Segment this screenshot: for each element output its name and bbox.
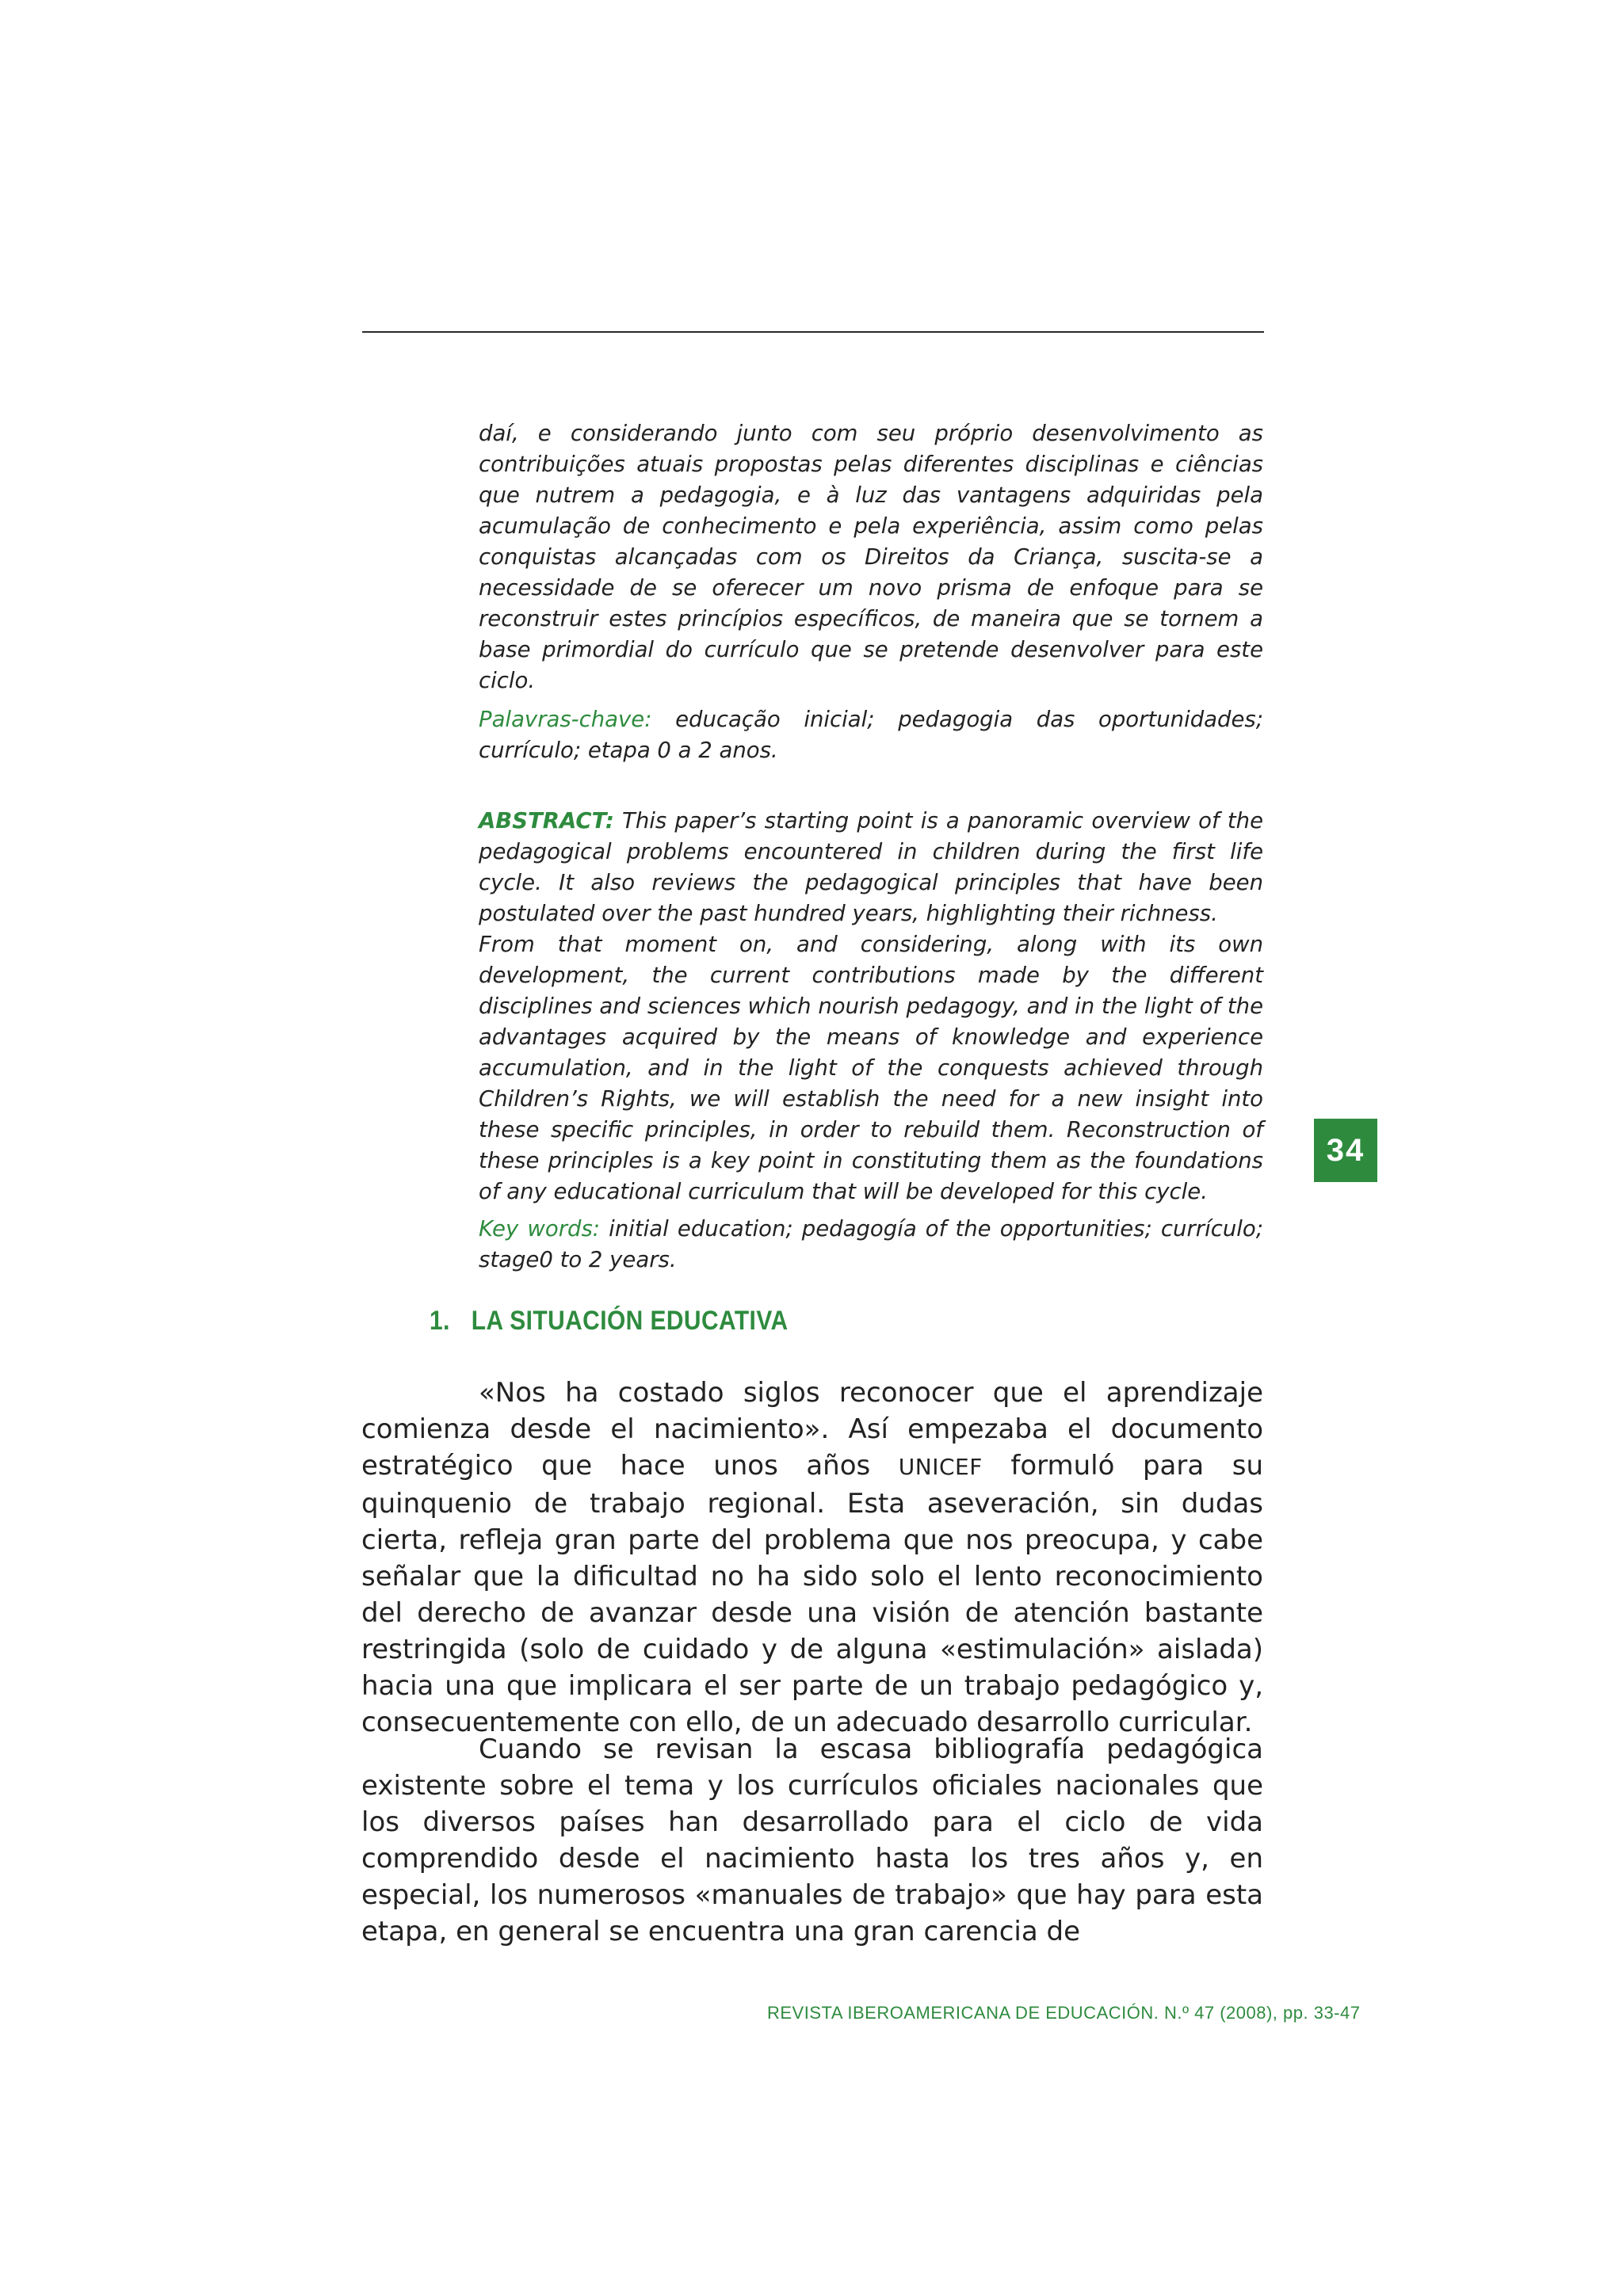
section-heading	[430, 1306, 789, 1337]
keywords-english	[479, 1214, 1263, 1276]
keywords-portuguese-values: educação inicial; pedagogia das oportunidades; currículo; etapa 0 a 2 anos.	[479, 707, 1263, 763]
abstract-english-para1-text: This paper’s starting point is a panoramic overview of the pedagogical problems encountered in children during the first life cycle. It also reviews the pedagogical principles that have been postulated over the past hundred years, highlighting their richness.	[479, 808, 1263, 926]
keywords-portuguese	[479, 704, 1263, 766]
abstract-portuguese-text: daí, e considerando junto com seu próprio desenvolvimento as contribuições atuais propostas pelas diferentes disciplinas e ciências que nutrem a pedagogia, e à luz das vantagens adquiridas pela acumulação de conhecimento e pela experiência, assim como pelas conquistas alcançadas com os Direitos da Criança, suscita-se a necessidade de se oferecer um novo prisma de enfoque para se reconstruir estes princípios específicos, de maneira que se tornem a base primordial do currículo que se pretende desenvolver para este ciclo.	[479, 421, 1263, 693]
body-paragraph-1-org: UNICEF	[898, 1454, 983, 1480]
section-number: 1.	[430, 1306, 450, 1336]
body-paragraph-2	[361, 1731, 1263, 1950]
abstract-english-label: ABSTRACT:	[479, 808, 614, 833]
keywords-portuguese-label: Palavras-chave:	[479, 707, 652, 732]
page-number-badge: 34	[1314, 1119, 1377, 1182]
abstract-english-para2: From that moment on, and considering, along with its own development, the current contributions made by the different disciplines and sciences which nourish pedagogy, and in the light of the advantages acquired by the means of knowledge and experience accumulation, and in the light of the conquests achieved through Children’s Rights, we will establish the need for a new insight into these specific principles, in order to rebuild them. Reconstruction of these principles is a key point in constituting them as the foundations of any educational curriculum that will be developed for this cycle.	[479, 932, 1263, 1204]
abstract-block	[479, 418, 1263, 1276]
keywords-english-values: initial education; pedagogía of the opportunities; currículo; stage0 to 2 years.	[479, 1216, 1263, 1272]
keywords-english-label: Key words:	[479, 1216, 601, 1241]
section-title: LA SITUACIÓN EDUCATIVA	[471, 1306, 789, 1336]
journal-footer: REVISTA IBEROAMERICANA DE EDUCACIÓN. N.º 47 (2008), pp. 33-47	[767, 2003, 1361, 2023]
body-paragraph-1-start: «Nos ha costado siglos reconocer que el aprendizaje comienza desde el nacimiento». Así empezaba el documento estratégico que hace unos años	[361, 1377, 1263, 1482]
header-rule	[362, 331, 1264, 333]
body-paragraph-2-text: Cuando se revisan la escasa bibliografía pedagógica existente sobre el tema y los currículos oficiales nacionales que los diversos países han desarrollado para el ciclo de vida comprendido desde el nacimiento hasta los tres años y, en especial, los numerosos «manuales de trabajo» que hay para esta etapa, en general se encuentra una gran carencia de	[361, 1733, 1263, 1947]
body-paragraph-1	[361, 1375, 1263, 1741]
body-paragraph-1-end: formuló para su quinquenio de trabajo regional. Esta aseveración, sin dudas cierta, refleja gran parte del problema que nos preocupa, y cabe señalar que la dificultad no ha sido solo el lento reconocimiento del derecho de avanzar desde una visión de atención bastante restringida (solo de cuidado y de alguna «estimulación» aislada) hacia una que implicara el ser parte de un trabajo pedagógico y, consecuentemente con ello, de un adecuado desarrollo curricular.	[361, 1450, 1263, 1738]
abstract-english-para1	[479, 806, 1263, 929]
